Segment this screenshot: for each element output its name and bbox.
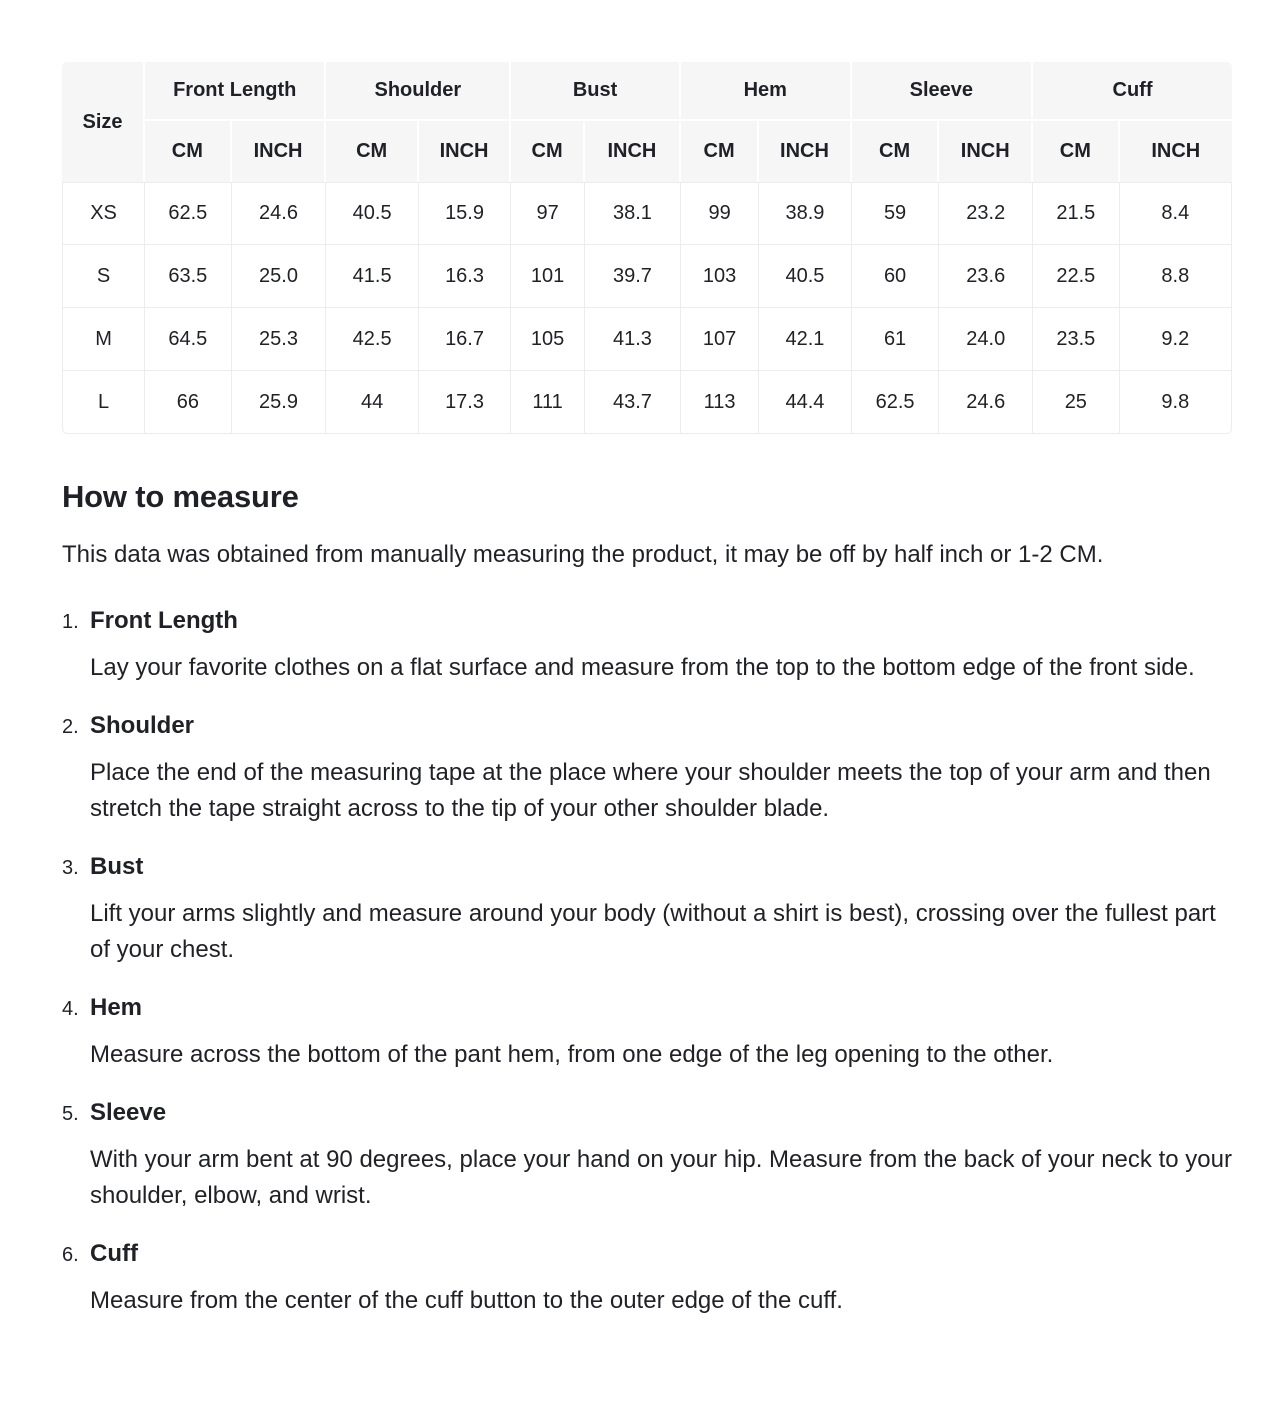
list-item-title: Front Length [90, 607, 238, 635]
measurement-cell: 111 [511, 371, 585, 434]
unit-header-cm: CM [145, 121, 232, 182]
table-row-xs [62, 182, 1232, 245]
unit-header-inch: INCH [939, 121, 1033, 182]
measurement-cell: 24.6 [939, 371, 1033, 434]
unit-header-inch: INCH [232, 121, 327, 182]
size-chart-header [62, 62, 1232, 182]
column-group-front-length: Front Length [145, 62, 326, 121]
list-item-sleeve [62, 1099, 1232, 1214]
measurement-cell: 42.1 [759, 308, 851, 371]
list-item-description: Lay your favorite clothes on a flat surface and measure from the top to the bottom edge of the front side. [90, 654, 1195, 682]
size-label-cell: XS [62, 182, 145, 245]
measurement-cell: 25.9 [232, 371, 327, 434]
measurement-cell: 44 [326, 371, 418, 434]
measurement-cell: 41.5 [326, 245, 418, 308]
measurement-cell: 43.7 [585, 371, 681, 434]
list-item-number: 6. [62, 1244, 79, 1267]
size-chart-table [62, 62, 1232, 434]
measurement-cell: 25 [1033, 371, 1120, 434]
measurement-cell: 23.6 [939, 245, 1033, 308]
size-label-cell: L [62, 371, 145, 434]
measurement-cell: 62.5 [145, 182, 232, 245]
measurement-cell: 8.8 [1120, 245, 1232, 308]
size-column-header: Size [62, 62, 145, 182]
measurement-cell: 9.2 [1120, 308, 1232, 371]
list-item-description: Measure across the bottom of the pant hem, from one edge of the leg opening to the other. [90, 1041, 1054, 1069]
measurement-cell: 44.4 [759, 371, 851, 434]
unit-header-cm: CM [326, 121, 418, 182]
measurement-cell: 38.1 [585, 182, 681, 245]
list-item-title: Shoulder [90, 712, 195, 740]
measurement-cell: 40.5 [759, 245, 851, 308]
measurement-cell: 16.3 [419, 245, 511, 308]
list-item-description: Lift your arms slightly and measure around your body (without a shirt is best), crossing over the fullest part of your chest. [90, 900, 1216, 964]
measurement-cell: 60 [852, 245, 940, 308]
list-item-description: Place the end of the measuring tape at the place where your shoulder meets the top of your arm and then stretch the tape straight across to the tip of your other shoulder blade. [90, 759, 1211, 823]
measurement-cell: 97 [511, 182, 585, 245]
unit-header-cm: CM [1033, 121, 1120, 182]
group-header-row [62, 62, 1232, 121]
list-item-number: 5. [62, 1103, 79, 1126]
list-item-number: 1. [62, 611, 79, 634]
measurement-cell: 15.9 [419, 182, 511, 245]
list-item-cuff [62, 1240, 1232, 1319]
list-item-description: Measure from the center of the cuff button to the outer edge of the cuff. [90, 1287, 843, 1315]
list-item-title: Cuff [90, 1240, 138, 1268]
measurement-cell: 63.5 [145, 245, 232, 308]
measurement-cell: 99 [681, 182, 759, 245]
unit-header-inch: INCH [419, 121, 511, 182]
measurement-cell: 105 [511, 308, 585, 371]
measurement-cell: 59 [852, 182, 940, 245]
unit-header-cm: CM [681, 121, 759, 182]
list-item-bust [62, 853, 1232, 968]
measurement-cell: 103 [681, 245, 759, 308]
column-group-shoulder: Shoulder [326, 62, 511, 121]
measurement-cell: 38.9 [759, 182, 851, 245]
measurement-cell: 61 [852, 308, 940, 371]
size-label-cell: M [62, 308, 145, 371]
measure-instruction-list [62, 607, 1232, 1319]
list-item-title: Sleeve [90, 1099, 167, 1127]
column-group-bust: Bust [511, 62, 681, 121]
measurement-cell: 21.5 [1033, 182, 1120, 245]
list-item-number: 3. [62, 857, 79, 880]
measurement-cell: 39.7 [585, 245, 681, 308]
table-row-s [62, 245, 1232, 308]
measurement-cell: 22.5 [1033, 245, 1120, 308]
unit-header-row [62, 121, 1232, 182]
size-chart-body [62, 182, 1232, 434]
list-item-front-length [62, 607, 1232, 686]
measurement-cell: 24.0 [939, 308, 1033, 371]
how-to-measure-title: How to measure [62, 479, 299, 514]
list-item-hem [62, 994, 1232, 1073]
measurement-cell: 41.3 [585, 308, 681, 371]
list-item-number: 4. [62, 998, 79, 1021]
measurement-cell: 25.0 [232, 245, 327, 308]
table-row-m [62, 308, 1232, 371]
list-item-description: With your arm bent at 90 degrees, place your hand on your hip. Measure from the back of your neck to your shoulder, elbow, and wrist. [90, 1146, 1232, 1210]
list-item-title: Hem [90, 994, 143, 1022]
measurement-cell: 8.4 [1120, 182, 1232, 245]
unit-header-inch: INCH [585, 121, 681, 182]
table-row-l [62, 371, 1232, 434]
measurement-cell: 62.5 [852, 371, 940, 434]
column-group-sleeve: Sleeve [852, 62, 1033, 121]
measurement-cell: 66 [145, 371, 232, 434]
measurement-cell: 42.5 [326, 308, 418, 371]
unit-header-inch: INCH [1120, 121, 1232, 182]
measurement-cell: 17.3 [419, 371, 511, 434]
list-item-number: 2. [62, 716, 79, 739]
measurement-cell: 107 [681, 308, 759, 371]
measurement-cell: 9.8 [1120, 371, 1232, 434]
measurement-cell: 113 [681, 371, 759, 434]
column-group-hem: Hem [681, 62, 852, 121]
measurement-cell: 40.5 [326, 182, 418, 245]
list-item-title: Bust [90, 853, 144, 881]
measurement-cell: 24.6 [232, 182, 327, 245]
unit-header-cm: CM [852, 121, 940, 182]
column-group-cuff: Cuff [1033, 62, 1232, 121]
unit-header-cm: CM [511, 121, 585, 182]
measurement-cell: 25.3 [232, 308, 327, 371]
how-to-measure-intro: This data was obtained from manually measuring the product, it may be off by half inch or 1-2 CM. [62, 541, 1104, 568]
size-label-cell: S [62, 245, 145, 308]
measurement-cell: 101 [511, 245, 585, 308]
measurement-cell: 23.5 [1033, 308, 1120, 371]
list-item-shoulder [62, 712, 1232, 827]
measurement-cell: 23.2 [939, 182, 1033, 245]
measurement-cell: 64.5 [145, 308, 232, 371]
measurement-cell: 16.7 [419, 308, 511, 371]
unit-header-inch: INCH [759, 121, 851, 182]
